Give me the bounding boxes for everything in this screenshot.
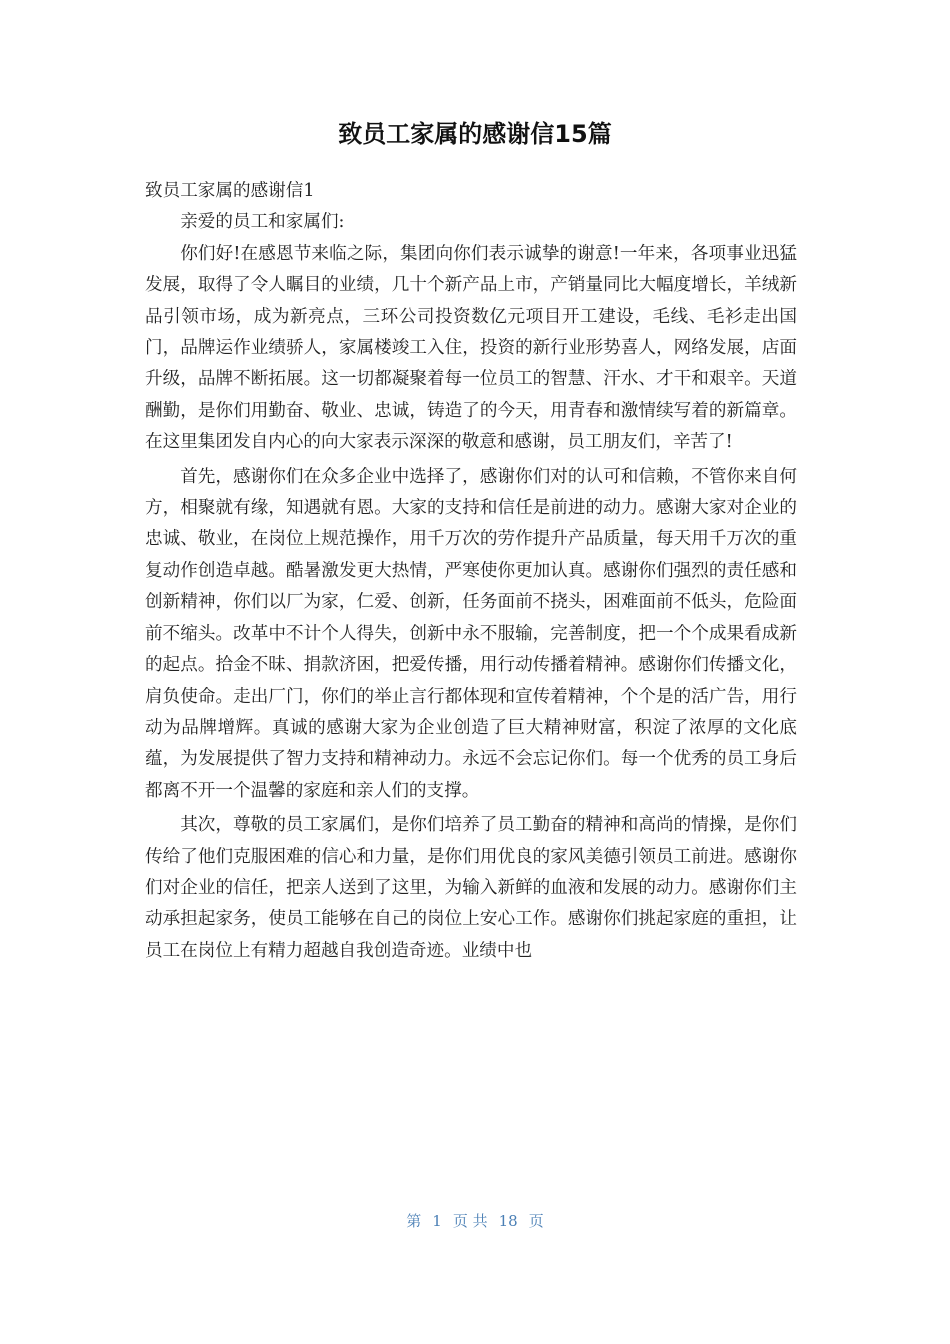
page-footer xyxy=(0,1210,950,1231)
document-title: 致员工家属的感谢信15篇 xyxy=(338,120,612,148)
footer-total-pages: 18 xyxy=(498,1212,518,1230)
body-paragraph-2: 首先，感谢你们在众多企业中选择了，感谢你们对的认可和信赖，不管你来自何方，相聚就有缘，知遇就有恩。大家的支持和信任是前进的动力。感谢大家对企业的忠诚、敬业，在岗位上规范操作，用千万次的劳作提升产品质量，每天用千万次的重复动作创造卓越。酷暑激发更大热情，严寒使你更加认真。感谢你们强烈的责任感和创新精神，你们以厂为家，仁爱、创新，任务面前不挠头，困难面前不低头，危险面前不缩头。改革中不计个人得失，创新中永不服输，完善制度，把一个个成果看成新的起点。拾金不昧、捐款济困，把爱传播，用行动传播着精神。感谢你们传播文化，肩负使命。走出厂门，你们的举止言行都体现和宣传着精神，个个是的活广告，用行动为品牌增辉。真诚的感谢大家为企业创造了巨大精神财富，积淀了浓厚的文化底蕴，为发展提供了智力支持和精神动力。永远不会忘记你们。每一个优秀的员工身后都离不开一个温馨的家庭和亲人们的支撑。 xyxy=(145,466,797,801)
footer-label-end: 页 xyxy=(528,1212,544,1230)
body-paragraph-3: 其次，尊敬的员工家属们，是你们培养了员工勤奋的精神和高尚的情操，是你们传给了他们克服困难的信心和力量，是你们用优良的家风美德引领员工前进。感谢你们对企业的信任，把亲人送到了这里，为输入新鲜的血液和发展的动力。感谢你们主动承担起家务，使员工能够在自己的岗位上安心工作。感谢你们挑起家庭的重担，让员工在岗位上有精力超越自我创造奇迹。业绩中也 xyxy=(145,815,797,961)
footer-current-page: 1 xyxy=(432,1212,442,1230)
section-heading: 致员工家属的感谢信1 xyxy=(145,181,315,201)
salutation: 亲爱的员工和家属们: xyxy=(180,212,345,233)
body-paragraph-1: 你们好!在感恩节来临之际，集团向你们表示诚挚的谢意!一年来，各项事业迅猛发展，取得了令人瞩目的业绩，几十个新产品上市，产销量同比大幅度增长，羊绒新品引领市场，成为新亮点，三环公司投资数亿元项目开工建设，毛线、毛衫走出国门，品牌运作业绩骄人，家属楼竣工入住，投资的新行业形势喜人，网络发展，店面升级，品牌不断拓展。这一切都凝聚着每一位员工的智慧、汗水、才干和艰辛。天道酬勤，是你们用勤奋、敬业、忠诚，铸造了的今天，用青春和激情续写着的新篇章。在这里集团发自内心的向大家表示深深的敬意和感谢，员工朋友们，辛苦了! xyxy=(145,243,797,453)
footer-label-page: 第 xyxy=(406,1212,422,1230)
footer-label-of: 页 共 xyxy=(452,1212,488,1230)
document-body xyxy=(145,176,797,967)
